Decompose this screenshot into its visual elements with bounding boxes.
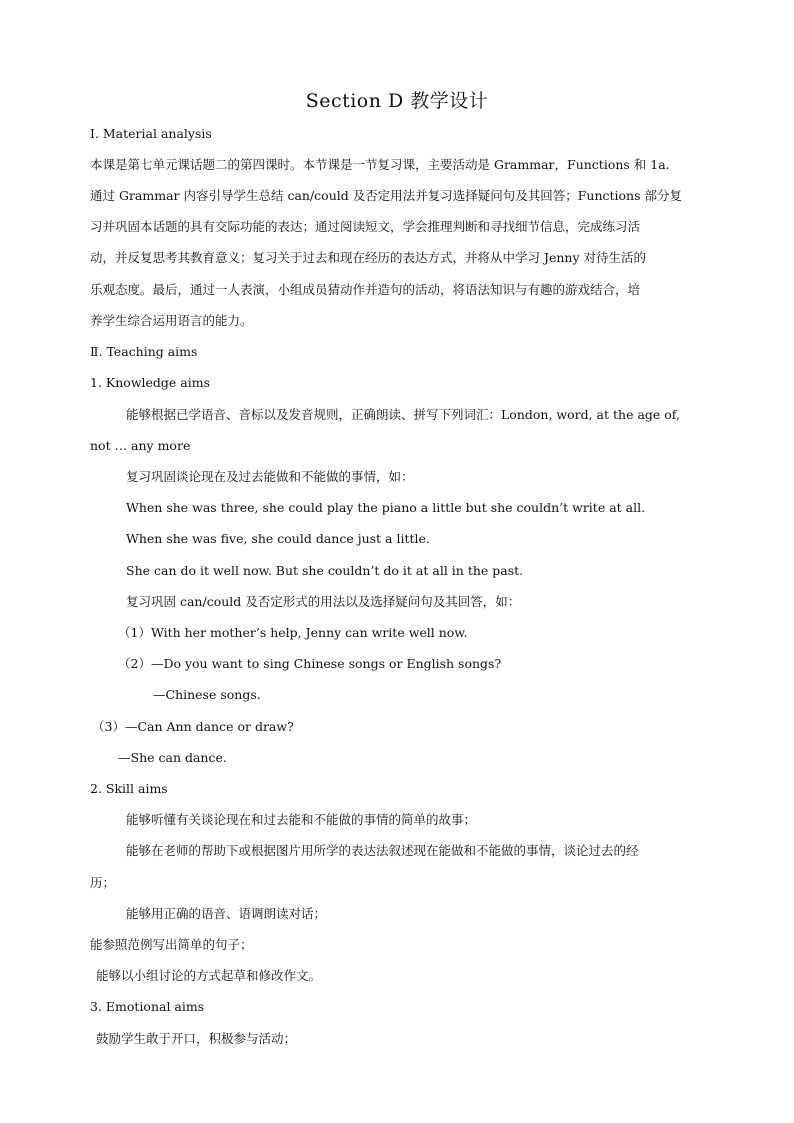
knowledge-line-2: not … any more	[90, 438, 191, 453]
material-line-3: 习并巩固本话题的具有交际功能的表达；通过阅读短文，学会推理判断和寻找细节信息，完成练习活	[90, 219, 641, 234]
knowledge-item-1: （1）With her mother’s help, Jenny can write well now.	[118, 625, 468, 640]
skill-line-2-cont: 历；	[90, 875, 116, 890]
document-title: Section D 教学设计	[305, 90, 489, 112]
knowledge-line-3: 复习巩固谈论现在及过去能做和不能做的事情，如：	[126, 469, 414, 484]
knowledge-example-1: When she was three, she could play the piano a little but she couldn’t write at all.	[126, 500, 646, 515]
knowledge-item-2: （2）—Do you want to sing Chinese songs or English songs?	[118, 656, 502, 671]
subheading-skill-aims: 2. Skill aims	[90, 781, 168, 796]
knowledge-example-3: She can do it well now. But she couldn’t do it at all in the past.	[126, 563, 524, 578]
knowledge-item-2-answer: —Chinese songs.	[153, 687, 261, 702]
knowledge-item-3-answer: —She can dance.	[118, 750, 227, 765]
material-line-5: 乐观态度。最后，通过一人表演，小组成员猜动作并造句的活动，将语法知识与有趣的游戏结合，培	[90, 282, 641, 297]
skill-line-1: 能够听懂有关谈论现在和过去能和不能做的事情的简单的故事；	[126, 812, 477, 827]
skill-line-3: 能够用正确的语音、语调朗读对话；	[126, 906, 327, 921]
material-line-1: 本课是第七单元课话题二的第四课时。本节课是一节复习课，主要活动是 Grammar，Functions 和 1a.	[90, 157, 670, 172]
knowledge-example-2: When she was five, she could dance just a little.	[126, 531, 430, 546]
skill-line-5: 能够以小组讨论的方式起草和修改作文。	[96, 968, 322, 983]
knowledge-line-4: 复习巩固 can/could 及否定形式的用法以及选择疑问句及其回答，如：	[126, 594, 521, 609]
section-heading-teaching-aims: Ⅱ. Teaching aims	[90, 344, 198, 359]
emotional-line-1: 鼓励学生敢于开口，积极参与活动；	[96, 1031, 297, 1046]
knowledge-line-1: 能够根据已学语音、音标以及发音规则，正确朗读、拼写下列词汇：London, word, at the age of,	[126, 407, 680, 422]
subheading-knowledge-aims: 1. Knowledge aims	[90, 375, 211, 390]
material-line-6: 养学生综合运用语言的能力。	[90, 313, 253, 328]
skill-line-4: 能参照范例写出简单的句子；	[90, 937, 253, 952]
section-heading-material-analysis: Ⅰ. Material analysis	[90, 126, 212, 141]
knowledge-item-3: （3）—Can Ann dance or draw?	[92, 719, 294, 734]
skill-line-2: 能够在老师的帮助下或根据图片用所学的表达法叙述现在能做和不能做的事情，谈论过去的经	[126, 843, 639, 858]
material-line-4: 动，并反复思考其教育意义；复习关于过去和现在经历的表达方式，并将从中学习 Jenny 对待生活的	[90, 250, 647, 265]
subheading-emotional-aims: 3. Emotional aims	[90, 999, 205, 1014]
material-line-2: 通过 Grammar 内容引导学生总结 can/could 及否定用法并复习选择疑问句及其回答；Functions 部分复	[90, 188, 682, 203]
